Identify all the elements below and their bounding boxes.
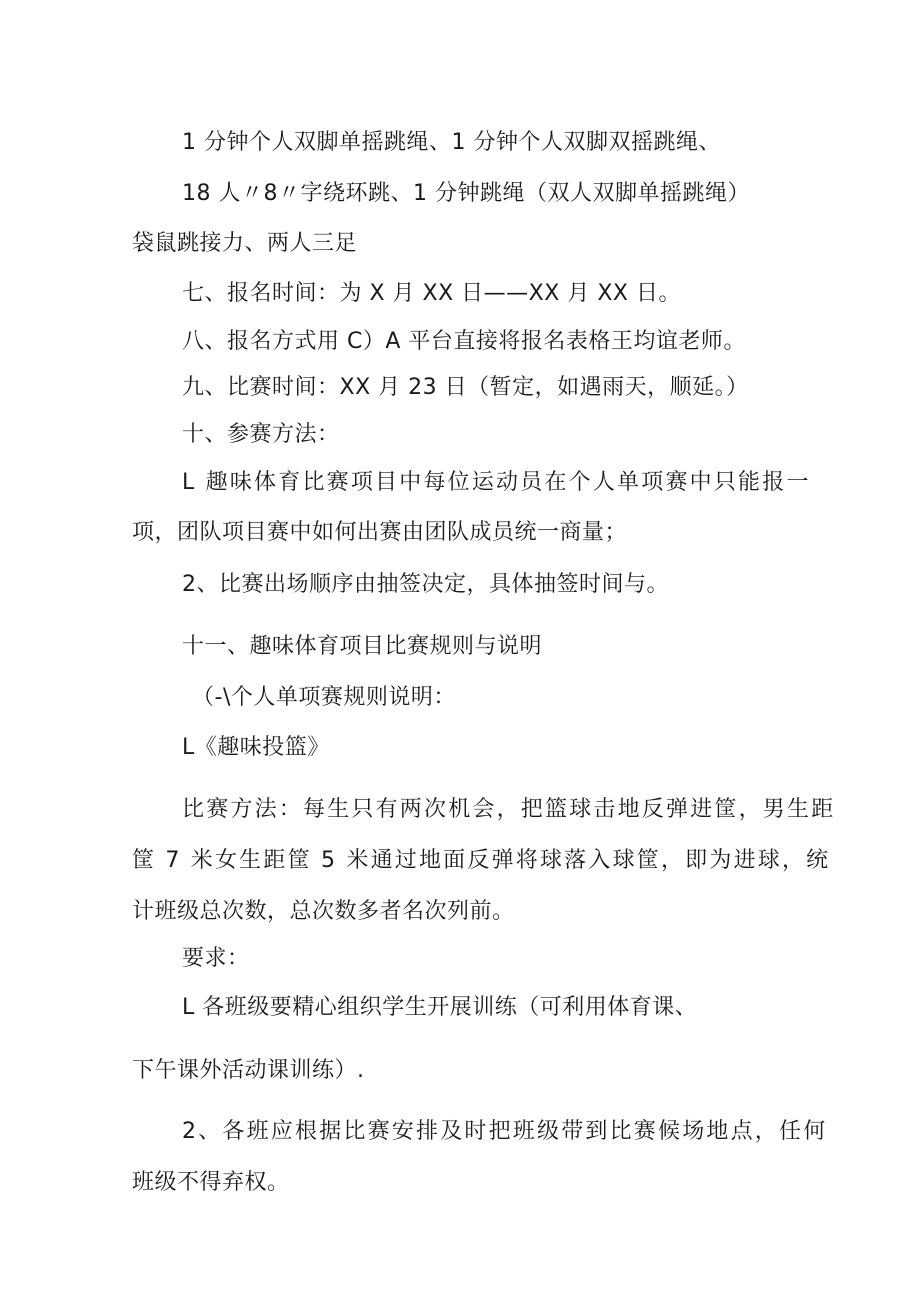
rule-2: 2、比赛出场顺序由抽签决定，具体抽签时间与。 <box>182 572 669 597</box>
method-line-2: 筐 7 米女生距筐 5 米通过地面反弹将球落入球筐，即为进球，统 <box>132 848 831 873</box>
section-9-competition-time: 九、比赛时间：XX 月 23 日（暂定，如遇雨天，顺延。） <box>182 375 749 400</box>
requirements-heading: 要求： <box>182 946 250 971</box>
requirement-1-line-2: 下午课外活动课训练）. <box>132 1058 365 1083</box>
text-line-3: 袋鼠跳接力、两人三足 <box>132 231 358 256</box>
method-line-1: 比赛方法：每生只有两次机会，把篮球击地反弹进筐，男生距 <box>182 797 836 822</box>
section-11-heading: 十一、趣味体育项目比赛规则与说明 <box>182 634 543 659</box>
event-1-title: L《趣味投篮》 <box>182 735 330 760</box>
text-line-1: 1 分钟个人双脚单摇跳绳、1 分钟个人双脚双摇跳绳、 <box>182 130 721 155</box>
subsection-individual-rules: （-\个人单项赛规则说明： <box>192 685 456 710</box>
section-8-registration-method: 八、报名方式用 C）A 平台直接将报名表格王均谊老师。 <box>182 329 746 354</box>
section-10-heading: 十、参赛方法： <box>182 422 340 447</box>
requirement-2-line-2: 班级不得弃权。 <box>132 1170 290 1195</box>
rule-1-line-2: 项，团队项目赛中如何出赛由团队成员统一商量； <box>132 520 628 545</box>
requirement-1-line-1: L 各班级要精心组织学生开展训练（可利用体育课、 <box>182 995 698 1020</box>
method-line-3: 计班级总次数，总次数多者名次列前。 <box>132 899 515 924</box>
section-7-registration-time: 七、报名时间：为 X 月 XX 日——XX 月 XX 日。 <box>182 281 681 306</box>
text-line-2: 18 人〃8〃字绕环跳、1 分钟跳绳（双人双脚单摇跳绳） <box>182 181 750 206</box>
rule-1-line-1: L 趣味体育比赛项目中每位运动员在个人单项赛中只能报一 <box>182 470 811 495</box>
requirement-2-line-1: 2、各班应根据比赛安排及时把班级带到比赛候场地点，任何 <box>182 1119 828 1144</box>
